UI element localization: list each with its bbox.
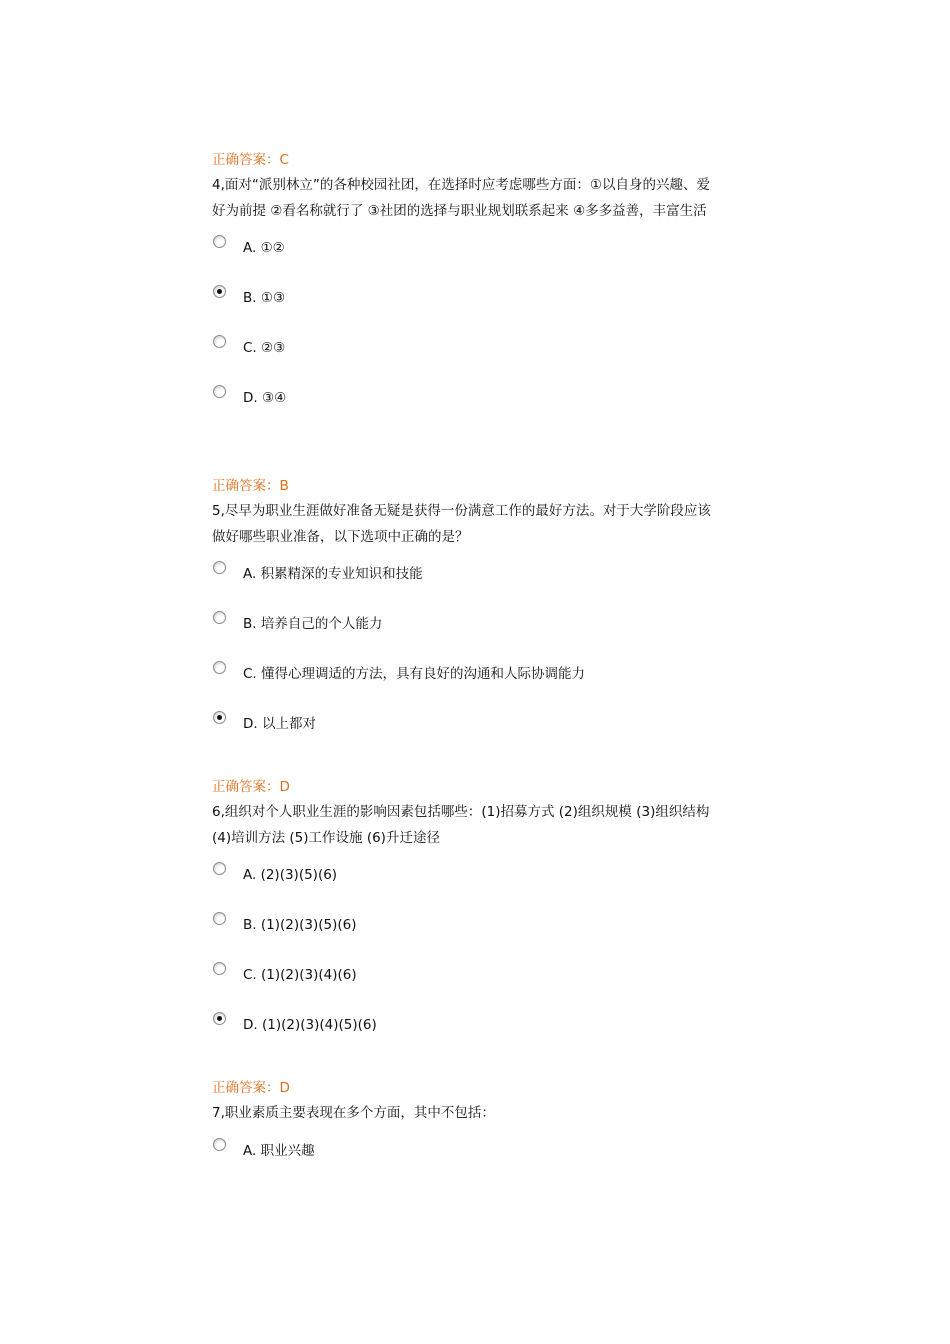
options-list xyxy=(212,229,712,429)
option-d[interactable] xyxy=(212,705,712,755)
option-d[interactable] xyxy=(212,379,712,429)
option-b[interactable] xyxy=(212,605,712,655)
radio-button[interactable] xyxy=(213,561,226,574)
question-block-4 xyxy=(212,150,712,429)
question-text: 7,职业素质主要表现在多个方面，其中不包括： xyxy=(212,1105,495,1121)
question-text: 5,尽早为职业生涯做好准备无疑是获得一份满意工作的最好方法。对于大学阶段应该做好哪些职业准备，以下选项中正确的是？ xyxy=(212,503,711,545)
option-label: B. 培养自己的个人能力 xyxy=(243,616,383,632)
options-list xyxy=(212,856,712,1056)
option-label: C. 懂得心理调适的方法，具有良好的沟通和人际协调能力 xyxy=(243,666,586,682)
option-a[interactable] xyxy=(212,555,712,605)
question-block-7 xyxy=(212,1078,712,1182)
option-b[interactable] xyxy=(212,906,712,956)
option-label: A. ①② xyxy=(243,240,285,256)
option-label: C. (1)(2)(3)(4)(6) xyxy=(243,967,357,983)
option-label: B. (1)(2)(3)(5)(6) xyxy=(243,917,357,933)
options-list xyxy=(212,555,712,755)
option-label: B. ①③ xyxy=(243,290,286,306)
question-text: 6,组织对个人职业生涯的影响因素包括哪些：(1)招募方式 (2)组织规模 (3)组织结构 (4)培训方法 (5)工作设施 (6)升迁途径 xyxy=(212,804,710,846)
option-b[interactable] xyxy=(212,279,712,329)
option-label: D. (1)(2)(3)(4)(5)(6) xyxy=(243,1017,377,1033)
option-label: D. ③④ xyxy=(243,390,287,406)
radio-button[interactable] xyxy=(213,862,226,875)
radio-button[interactable] xyxy=(213,385,226,398)
options-list xyxy=(212,1132,712,1182)
option-a[interactable] xyxy=(212,856,712,906)
radio-button[interactable] xyxy=(213,661,226,674)
radio-button[interactable] xyxy=(213,1012,226,1025)
radio-button[interactable] xyxy=(213,611,226,624)
option-c[interactable] xyxy=(212,655,712,705)
correct-answer-label: 正确答案：B xyxy=(212,478,289,494)
radio-button[interactable] xyxy=(213,711,226,724)
radio-button[interactable] xyxy=(213,335,226,348)
question-block-5 xyxy=(212,476,712,755)
option-label: C. ②③ xyxy=(243,340,286,356)
radio-button[interactable] xyxy=(213,285,226,298)
radio-button[interactable] xyxy=(213,912,226,925)
radio-button[interactable] xyxy=(213,962,226,975)
option-label: D. 以上都对 xyxy=(243,716,316,732)
radio-button[interactable] xyxy=(213,235,226,248)
option-c[interactable] xyxy=(212,329,712,379)
option-a[interactable] xyxy=(212,229,712,279)
option-label: A. 积累精深的专业知识和技能 xyxy=(243,566,423,582)
question-text: 4,面对“派别林立”的各种校园社团，在选择时应考虑哪些方面：①以自身的兴趣、爱好为前提 ②看名称就行了 ③社团的选择与职业规划联系起来 ④多多益善，丰富生活 xyxy=(212,177,710,219)
radio-button[interactable] xyxy=(213,1138,226,1151)
option-c[interactable] xyxy=(212,956,712,1006)
correct-answer-label: 正确答案：C xyxy=(212,152,289,168)
option-label: A. 职业兴趣 xyxy=(243,1142,315,1159)
option-d[interactable] xyxy=(212,1006,712,1056)
correct-answer-label: 正确答案：D xyxy=(212,1080,290,1096)
option-a[interactable] xyxy=(212,1132,712,1182)
correct-answer-label: 正确答案：D xyxy=(212,779,290,795)
question-block-6 xyxy=(212,777,712,1056)
option-label: A. (2)(3)(5)(6) xyxy=(243,867,338,883)
